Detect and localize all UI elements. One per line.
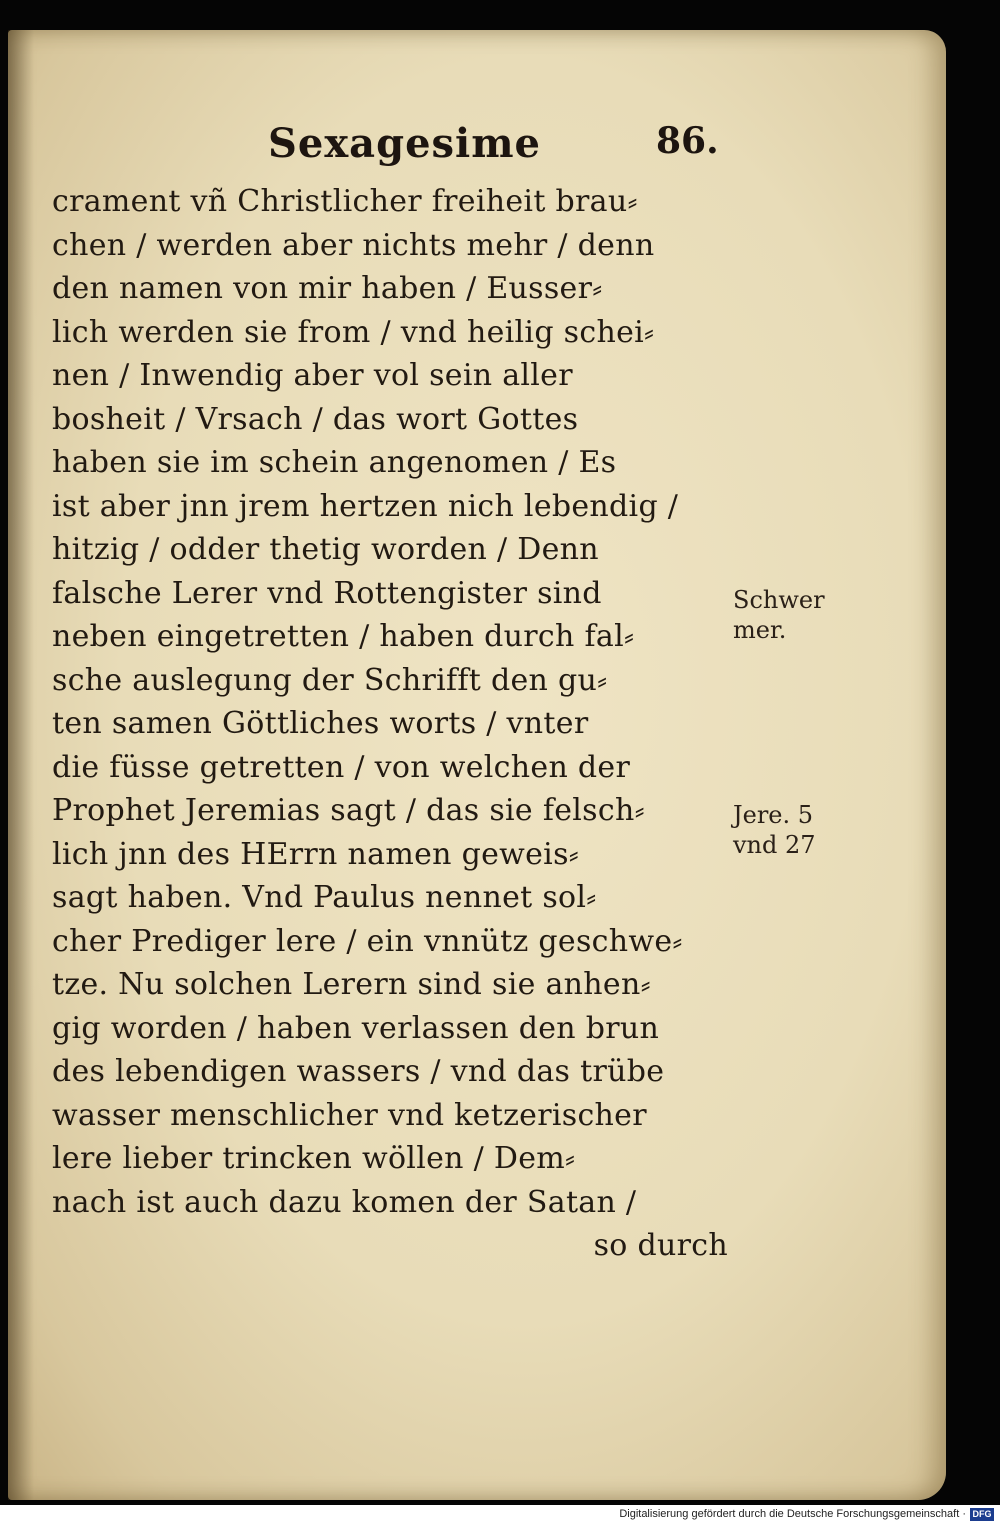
running-head [268,120,728,170]
text-line: Prophet Jeremias sagt / das sie felsch⸗ [52,793,645,828]
dfg-logo: DFG [970,1508,994,1521]
marginal-note-jeremiah [733,800,816,860]
marginal-note-line: mer. [733,616,787,644]
text-line: bosheit / Vrsach / das wort Gottes [52,401,579,437]
text-line: lich werden sie from / vnd heilig schei⸗ [52,314,655,350]
text-line: gig worden / haben verlassen den brun [52,1010,660,1046]
text-line: lere lieber trincken wöllen / Dem⸗ [52,1141,576,1176]
text-line: haben sie im schein angenomen / Es [52,445,617,480]
text-line: crament vñ Christlicher freiheit brau⸗ [52,184,638,219]
running-head-title: Sexagesime [268,120,542,167]
text-line: die füsse getretten / von welchen der [52,749,631,785]
text-line: hitzig / odder thetig worden / Denn [52,532,599,567]
text-line: den namen von mir haben / Eusser⸗ [52,271,603,306]
text-line: ten samen Göttliches worts / vnter [52,706,589,741]
footer-bar [0,1505,1000,1525]
body-text [52,180,742,1268]
funding-credit: Digitalisierung gefördert durch die Deutsche Forschungsgemeinschaft · [619,1508,966,1520]
text-line: sche auslegung der Schrifft den gu⸗ [52,662,608,698]
text-line: ist aber jnn jrem hertzen nich lebendig / [52,488,679,524]
text-line: neben eingetretten / haben durch fal⸗ [52,619,635,654]
text-line: tze. Nu solchen Lerern sind sie anhen⸗ [52,967,651,1002]
marginal-note-schwermer [733,585,825,645]
text-line: wasser menschlicher vnd ketzerischer [52,1097,647,1133]
catchword: so durch [593,1228,728,1263]
marginal-note-line: Jere. 5 [733,801,814,829]
text-line: lich jnn des HErrn namen geweis⸗ [52,836,580,872]
text-line: nen / Inwendig aber vol sein aller [52,358,573,393]
text-line: chen / werden aber nichts mehr / denn [52,227,655,263]
text-line: cher Prediger lere / ein vnnütz geschwe⸗ [52,923,683,959]
text-line: nach ist auch dazu komen der Satan / [52,1184,637,1220]
text-line: des lebendigen wassers / vnd das trübe [52,1054,665,1089]
page-number: 86. [656,120,719,162]
marginal-note-line: vnd 27 [733,831,816,859]
text-line: falsche Lerer vnd Rottengister sind [52,575,602,611]
marginal-note-line: Schwer [733,586,825,614]
page-gutter-shadow [8,30,34,1500]
text-line: sagt haben. Vnd Paulus nennet sol⸗ [52,880,597,915]
